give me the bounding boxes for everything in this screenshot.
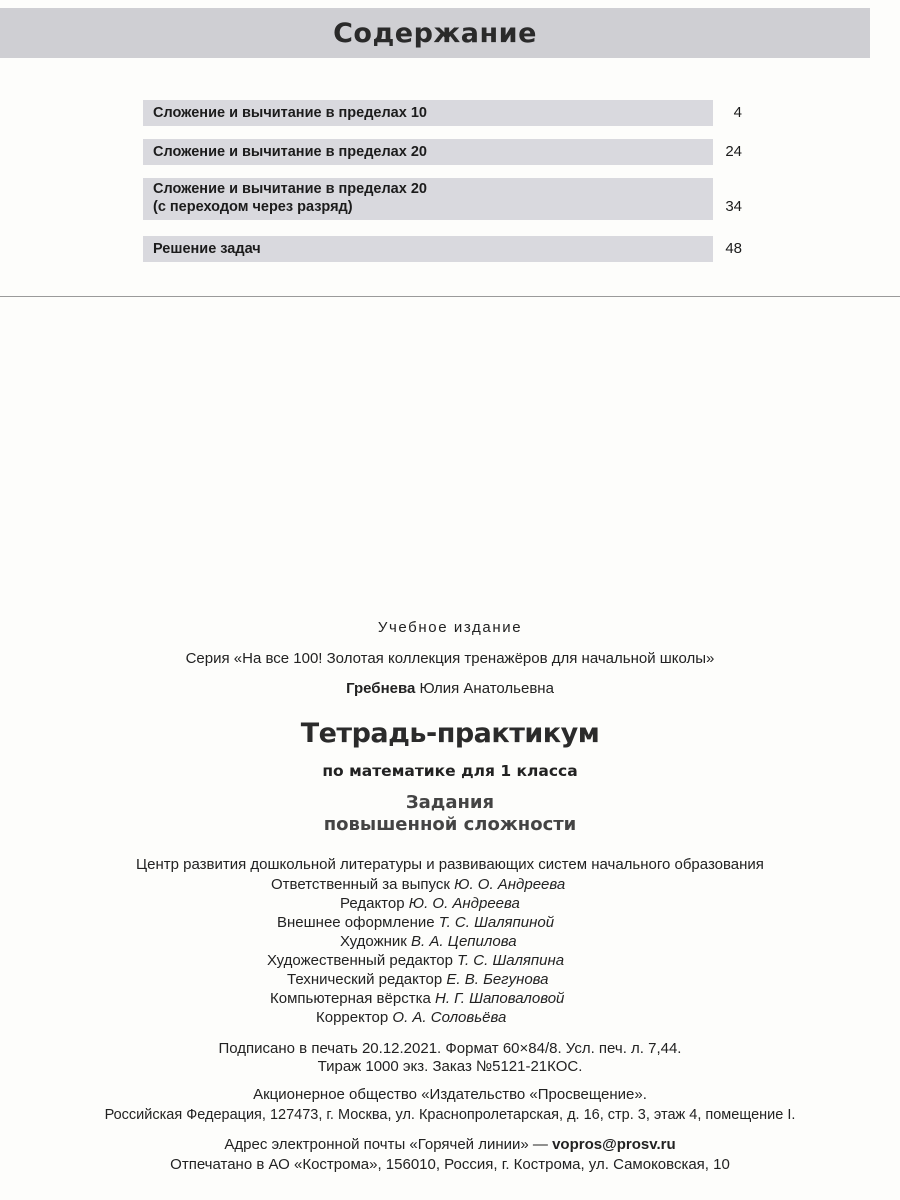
toc-entry-label: Решение задач (153, 241, 261, 257)
edition-type: Учебное издание (377, 619, 523, 636)
credit-role: Художник (340, 933, 407, 950)
author (0, 680, 900, 698)
email-link[interactable]: vopros@prosv.ru (552, 1136, 676, 1153)
credit-line (340, 895, 520, 913)
series: Серия «На все 100! Золотая коллекция тренажёров для начальной школы» (185, 650, 715, 667)
credit-name: Т. С. Шаляпина (457, 952, 565, 969)
credit-name: Е. В. Бегунова (446, 971, 549, 988)
toc-entry (143, 178, 713, 220)
book-title: Тетрадь-практикум (300, 718, 600, 749)
toc-entry-page: 34 (725, 198, 742, 215)
toc-entry-label: Сложение и вычитание в пределах 10 (153, 105, 427, 121)
credit-role: Художественный редактор (267, 952, 453, 969)
book-subtitle: по математике для 1 класса (322, 762, 578, 780)
toc-entry (143, 236, 713, 262)
credit-line (271, 876, 565, 894)
credit-role: Ответственный за выпуск (271, 876, 450, 893)
credit-line (277, 914, 554, 932)
toc-title: Содержание (333, 17, 537, 49)
hotline-email (0, 1136, 900, 1154)
toc-entry-label: Сложение и вычитание в пределах 20 (153, 144, 427, 160)
credit-line (270, 990, 564, 1008)
print-run: Тираж 1000 экз. Заказ №5121-21КОС. (317, 1058, 583, 1075)
toc-entry-page: 24 (725, 143, 742, 160)
publishing-center: Центр развития дошкольной литературы и развивающих систем начального образования (136, 856, 764, 873)
printed-by: Отпечатано в АО «Кострома», 156010, Россия, г. Кострома, ул. Самоковская, 10 (170, 1156, 730, 1173)
credit-role: Внешнее оформление (277, 914, 435, 931)
toc-entry-page: 4 (733, 104, 742, 121)
credit-name: В. А. Цепилова (411, 933, 517, 950)
author-surname: Гребнева (346, 680, 416, 697)
credit-name: Ю. О. Андреева (454, 876, 566, 893)
credit-role: Корректор (316, 1009, 389, 1026)
assignment-line1: Задания (405, 792, 495, 813)
email-label: Адрес электронной почты «Горячей линии» — (224, 1136, 548, 1153)
credit-role: Редактор (340, 895, 405, 912)
toc-entry-label-line2: (с переходом через разряд) (153, 199, 353, 215)
credit-line (267, 952, 564, 970)
credit-line (340, 933, 517, 951)
toc-entry (143, 139, 713, 165)
publisher: Акционерное общество «Издательство «Просвещение». (253, 1086, 647, 1103)
credit-name: Ю. О. Андреева (408, 895, 520, 912)
toc-entry-page: 48 (725, 240, 742, 257)
toc-header (0, 8, 870, 58)
toc-entry (143, 100, 713, 126)
author-given: Юлия Анатольевна (419, 680, 554, 697)
page-divider (0, 296, 900, 297)
signed-to-print: Подписано в печать 20.12.2021. Формат 60×84/8. Усл. печ. л. 7,44. (218, 1040, 682, 1057)
publisher-address: Российская Федерация, 127473, г. Москва, ул. Краснопролетарская, д. 16, стр. 3, этаж 4, помещение I. (104, 1107, 796, 1123)
assignment-line2: повышенной сложности (323, 814, 577, 835)
credit-line (287, 971, 549, 989)
credit-line (316, 1009, 506, 1027)
credit-name: О. А. Соловьёва (392, 1009, 507, 1026)
toc-entry-label-line1: Сложение и вычитание в пределах 20 (153, 181, 427, 197)
credit-name: Н. Г. Шаповаловой (434, 990, 565, 1007)
credit-role: Компьютерная вёрстка (270, 990, 431, 1007)
credit-role: Технический редактор (287, 971, 443, 988)
credit-name: Т. С. Шаляпиной (438, 914, 555, 931)
